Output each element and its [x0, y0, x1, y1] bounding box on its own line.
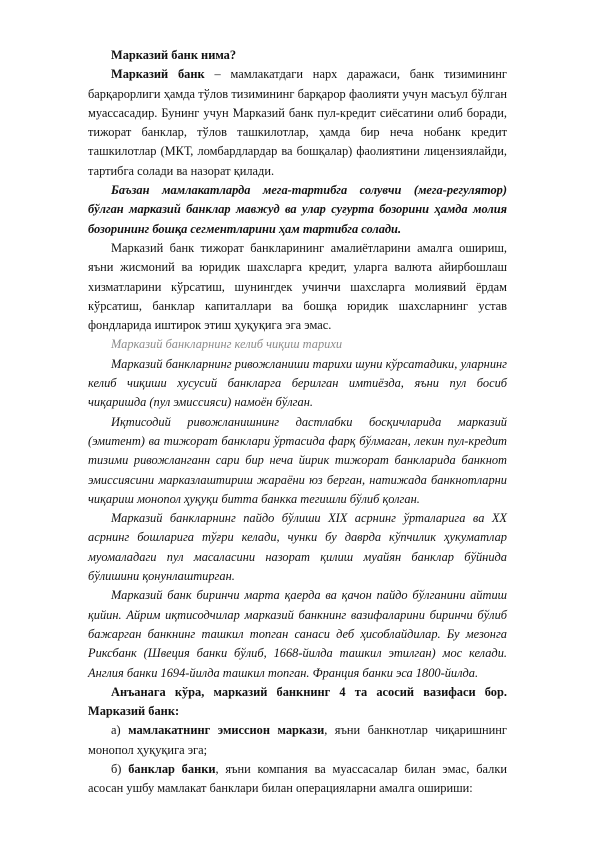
heading-what-is-central-bank: Марказий банк нима? — [111, 48, 237, 62]
functions-heading: Анъанага кўра, марказий банкнинг 4 та асосий вазифаси бор. Марказий банк: — [88, 684, 507, 719]
function-b-prefix: б) — [111, 761, 129, 776]
history-paragraph-2: Иқтисодий ривожланишнинг дастлабки босқичларида марказий (эмитент) ва тижорат банклари ўртасида фарқ бўлмаган, лекин пул-кредит тизими ривожланганн сари бир неча йирик тижорат банкларида банкнот эмиссиясини марказлаштириш жараёни юз берган, натижада банкнотларни чиқариш монопол ҳуқуқи битта банкка тегишли бўлиб қолган. — [88, 414, 507, 506]
function-b-term: банклар банки — [128, 761, 216, 776]
definition-paragraph — [88, 65, 507, 181]
function-a-prefix: а) — [111, 723, 129, 738]
services-paragraph: Марказий банк тижорат банкларининг амалиётларини амалга ошириш, яъни жисмоний ва юридик шахсларга кредит, уларга валюта айирбошлаш хизматларини кўрсатиш, шунингдек учинчи шахсларга молиявий ёрдам кўрсатиш, банклар капиталлари ва бошқа юридик шахсларнинг устав фондларида иштирок этиш ҳуқуқига эга эмас. — [88, 240, 507, 333]
history-heading: Марказий банкларнинг келиб чиқиш тарихи — [111, 337, 343, 352]
function-b-text: , яъни компания ва муассасалар билан эмас, балки асосан ушбу мамлакат банклари билан операцияларни амалга ошириши: — [88, 761, 507, 796]
function-a-term: мамлакатнинг эмиссион маркази — [128, 723, 325, 738]
history-paragraph-4: Марказий банк биринчи марта қаерда ва қачон пайдо бўлганини айтиш қийин. Айрим иқтисодчилар марказий банкнинг вазифаларини биринчи бўлиб бажарган банкнинг ташкил топган санаси деб ҳисоблайдилар. Бу мезонга Риксбанк (Швеция банки бўлиб, 1668-йилда ташкил этилган) мос келади. Англия банки 1694-йилда ташкил топган. Франция банки эса 1800-йилда. — [88, 588, 507, 680]
document-page — [88, 46, 507, 799]
definition-term: Марказий банк — [111, 67, 205, 82]
mega-regulator-note: Баъзан мамлакатларда мега-тартибга солувчи (мега-регулятор) бўлган марказий банклар мавжуд ва улар суғурта бозорини ҳамда молия бозорининг бошқа сегментларини ҳам тартибга солади. — [88, 183, 507, 236]
function-a-text: , яъни банкнотлар чиқаришнинг монопол ҳуқуқига эга; — [88, 723, 507, 757]
function-a — [88, 721, 507, 760]
history-paragraph-1: Марказий банкларнинг ривожланиши тарихи шуни кўрсатадики, уларнинг келиб чиқиши хусусий банкларга берилган имтиёзда, яъни пул босиб чиқаришда (пул эмиссияси) намоён бўлган. — [88, 356, 507, 410]
history-paragraph-3: Марказий банкларнинг пайдо бўлиши XIX асрнинг ўрталарига ва XX асрнинг бошларига тўғри келади, чунки бу даврда кўпчилик ҳукуматлар муомаладаги пул масаласини назорат қилиш муайян банклар бўйнида бўлишини қонунлаштирган. — [88, 511, 507, 584]
function-b — [88, 760, 507, 799]
definition-text: – мамлакатдаги нарх даражаси, банк тизимининг барқарорлиги ҳамда тўлов тизимининг барқарор фаолияти учун масъул бўлган муассасадир. Бунинг учун Марказий банк пул-кредит сиёсатини олиб боради, тижорат банклар, тўлов ташкилотлар, ҳамда бир неча нобанк кредит ташкилотлар (МКТ, ломбардлардар ва бошқалар) фаолиятини лицензиялайди, тартибга солади ва назорат қилади. — [88, 67, 507, 178]
